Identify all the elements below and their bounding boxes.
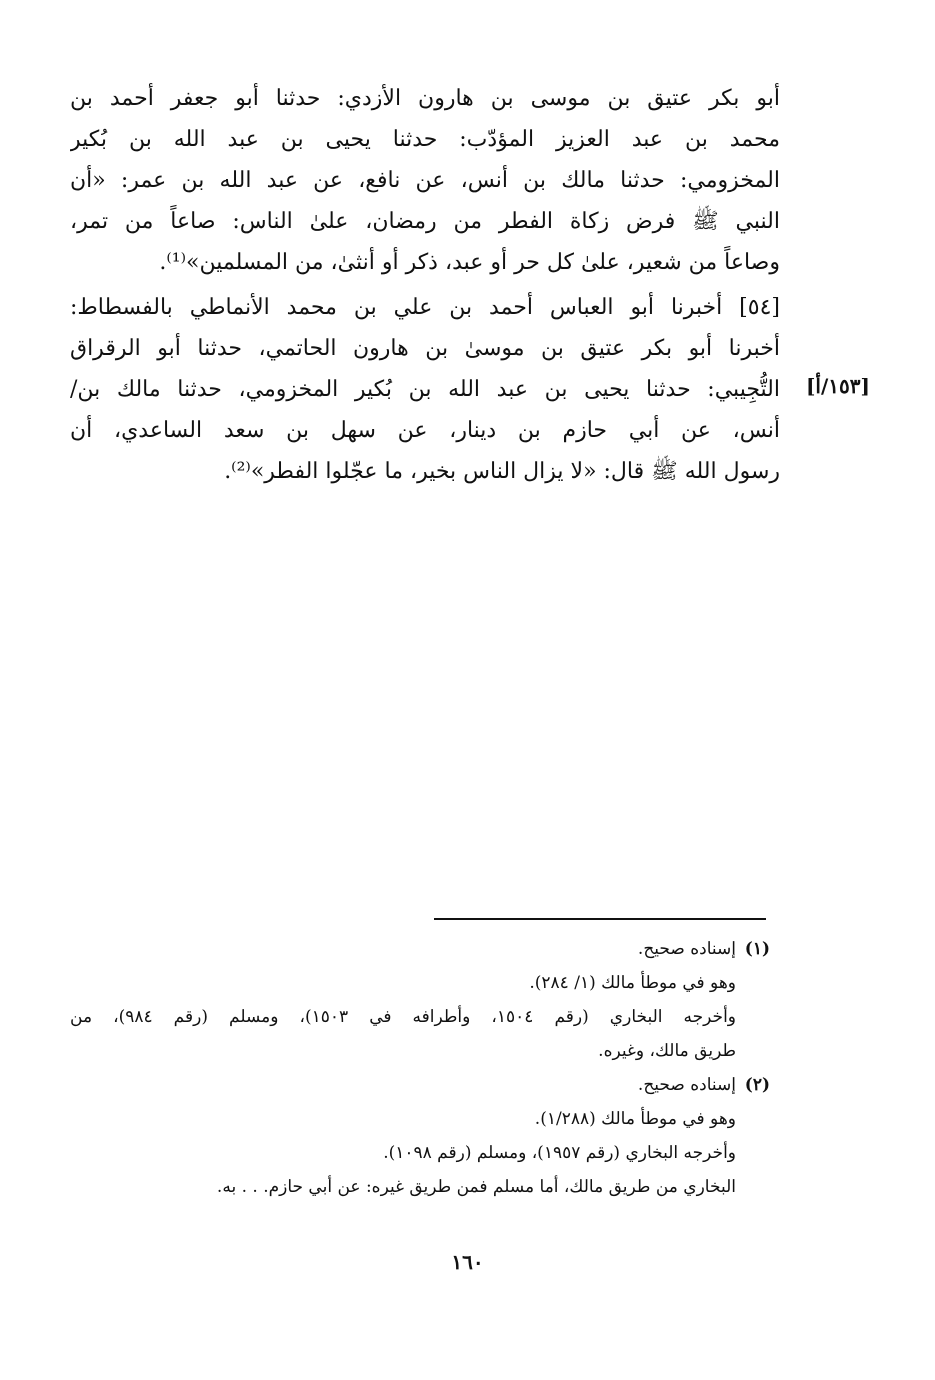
footnote-number: (١)	[744, 939, 770, 959]
footnote-line: وأخرجه البخاري (رقم ١٩٥٧)، ومسلم (رقم ١٠٩٨).	[383, 1143, 736, 1163]
footnote-line	[70, 932, 770, 966]
footnotes	[70, 932, 770, 1204]
footnote-line: وهو في موطأ مالك (١/٢٨٨).	[534, 1109, 736, 1129]
text-line: المخزومي: حدثنا مالك بن أنس، عن نافع، عن عبد الله بن عمر: «أن	[70, 168, 780, 193]
text-line: أخبرنا أبو بكر عتيق بن موسىٰ بن هارون الحاتمي، حدثنا أبو الرقراق	[70, 336, 780, 361]
footnote-1	[70, 932, 770, 1068]
hadith-paragraph-1	[70, 78, 780, 283]
text-line: رسول الله ﷺ قال: «لا يزال الناس بخير، ما عجّلوا الفطر»⁽²⁾.	[224, 459, 780, 484]
footnote-line: وأخرجه البخاري (رقم ١٥٠٤، وأطرافه في ١٥٠٣)، ومسلم (رقم ٩٨٤)، من	[70, 1007, 736, 1027]
hadith-paragraph-2	[70, 287, 780, 492]
text-line: أبو بكر عتيق بن موسى بن هارون الأزدي: حدثنا أبو جعفر أحمد بن	[70, 86, 780, 111]
text-line: [٥٤] أخبرنا أبو العباس أحمد بن علي بن محمد الأنماطي بالفسطاط:	[70, 295, 780, 320]
footnote-line: طريق مالك، وغيره.	[598, 1041, 736, 1061]
text-line: النبي ﷺ فرض زكاة الفطر من رمضان، علىٰ الناس: صاعاً من تمر،	[70, 209, 780, 234]
footnote-divider	[434, 918, 766, 920]
text-line: التُّجِيبي: حدثنا يحيى بن عبد الله بن بُكير المخزومي، حدثنا مالك بن/	[70, 377, 780, 402]
manuscript-folio-reference: [١٥٣/أ]	[805, 374, 870, 398]
footnote-2	[70, 1068, 770, 1204]
text-line: أنس، عن أبي حازم بن دينار، عن سهل بن سعد الساعدي، أن	[70, 418, 780, 443]
footnote-number: (٢)	[744, 1075, 770, 1095]
footnote-line: وهو في موطأ مالك (١/ ٢٨٤).	[529, 973, 736, 993]
footnote-line	[70, 1068, 770, 1102]
text-line: محمد بن عبد العزيز المؤدّب: حدثنا يحيى بن عبد الله بن بُكير	[70, 127, 780, 152]
page-number: ١٦٠	[451, 1250, 484, 1274]
text-line: وصاعاً من شعير، علىٰ كل حر أو عبد، ذكر أو أنثىٰ، من المسلمين»⁽¹⁾.	[159, 250, 780, 275]
footnote-text: إسناده صحيح.	[637, 939, 736, 959]
main-text	[70, 78, 780, 492]
footnote-text: إسناده صحيح.	[637, 1075, 736, 1095]
footnote-line: البخاري من طريق مالك، أما مسلم فمن طريق غيره: عن أبي حازم. . . به.	[216, 1177, 736, 1197]
